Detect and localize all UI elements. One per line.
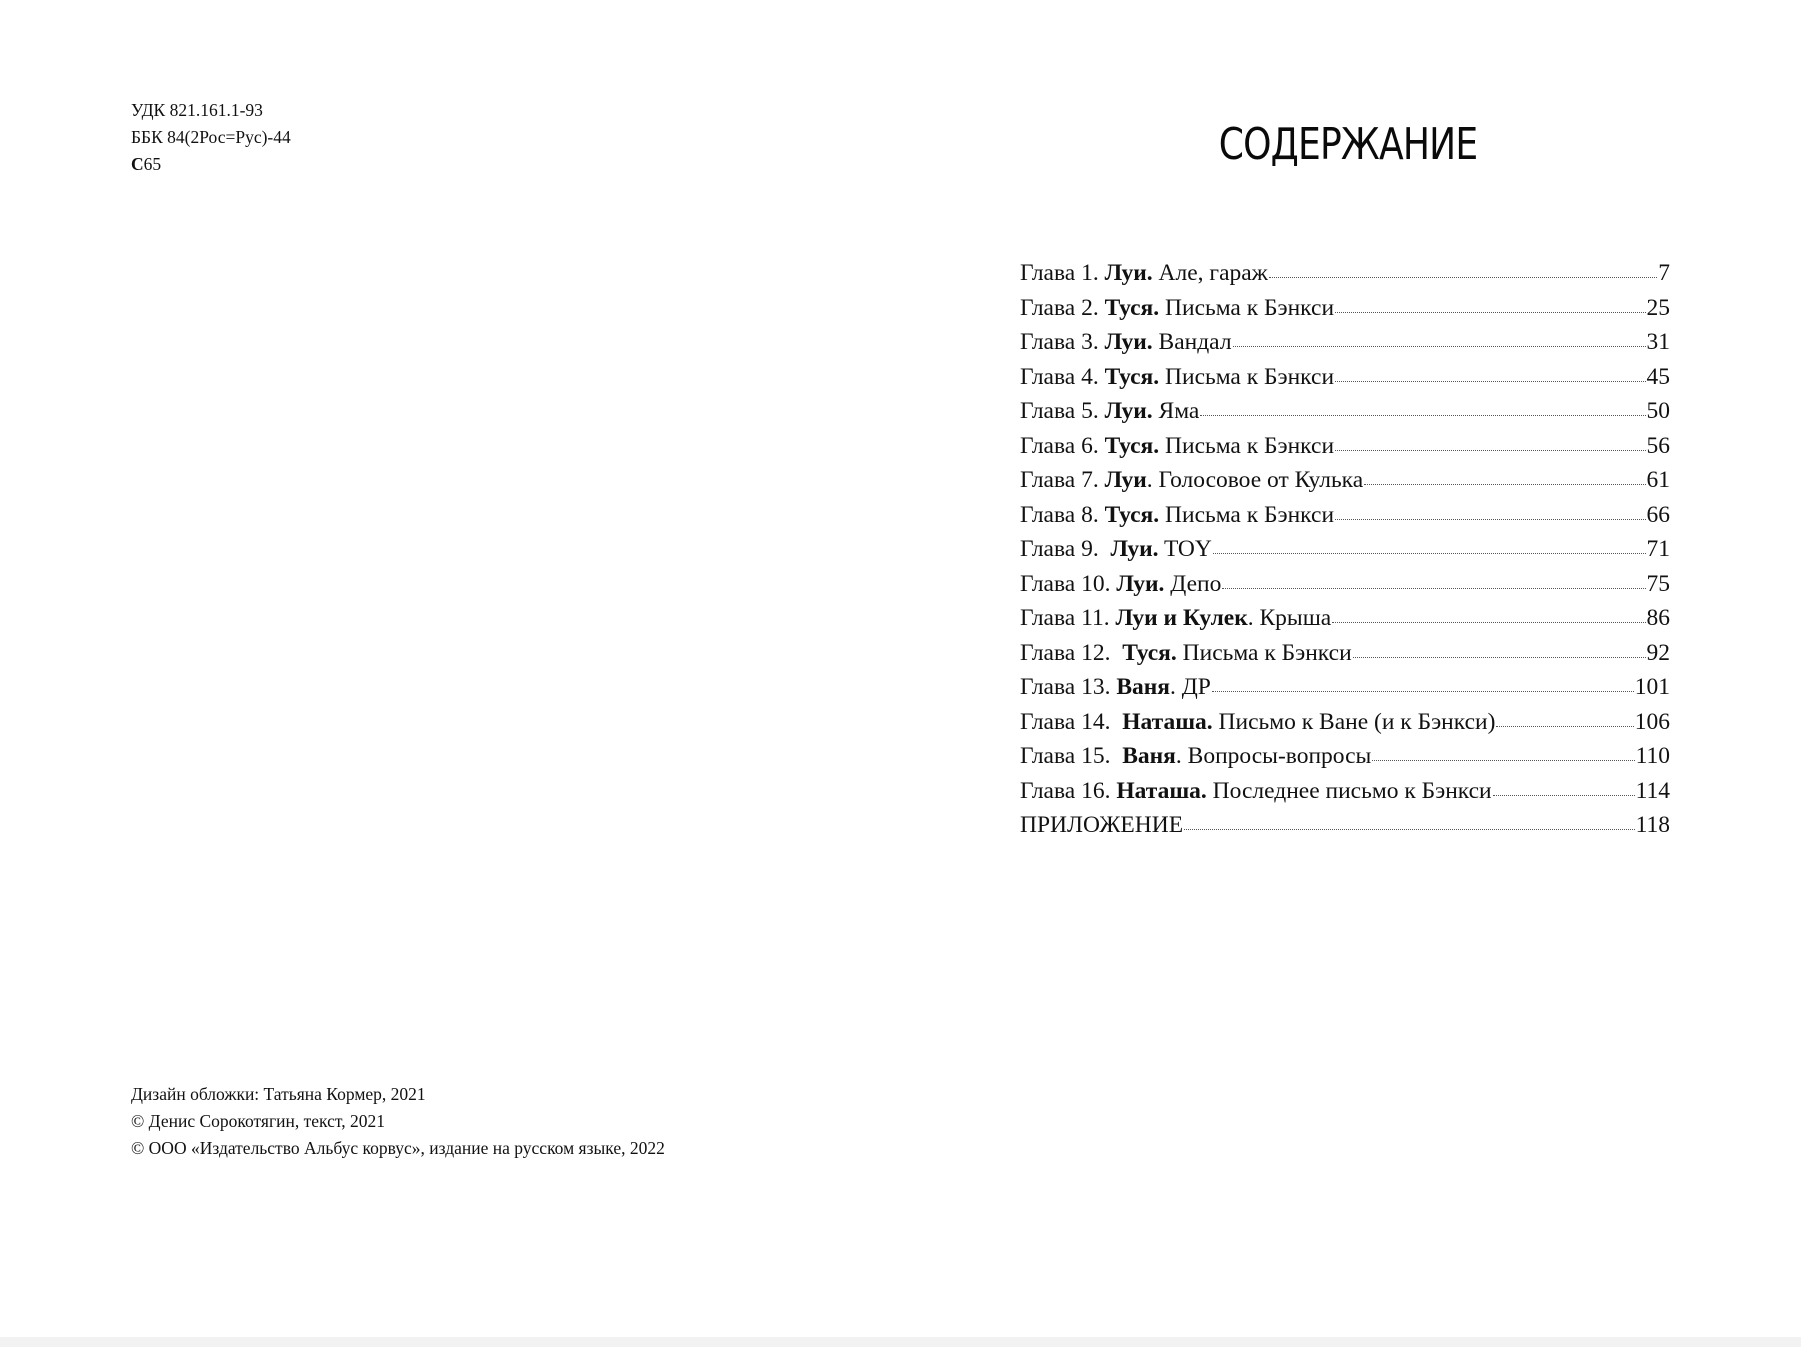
toc-entry-page: 118 xyxy=(1635,812,1670,838)
toc-entry-chapter: Глава 2. xyxy=(1020,294,1105,321)
toc-entry xyxy=(1020,739,1670,774)
toc-entry-chapter: Глава 8. xyxy=(1020,501,1105,528)
toc-entry-title: TOY xyxy=(1158,536,1212,562)
imprint-block xyxy=(131,97,291,178)
credits-block xyxy=(131,1081,665,1162)
toc-entry-narrator: Туся. xyxy=(1122,639,1177,666)
toc-dot-leader xyxy=(1353,657,1646,658)
toc-entry-title: Депо xyxy=(1164,570,1222,597)
toc-entry-title: . Вопросы-вопросы xyxy=(1175,743,1372,769)
toc-entry-title: . ДР xyxy=(1170,674,1211,700)
toc-entry xyxy=(1020,291,1670,326)
toc-entry-chapter: Глава 1. xyxy=(1020,260,1105,286)
author-mark-number: 65 xyxy=(143,154,162,174)
toc-entry-title: . Крыша xyxy=(1247,605,1332,631)
toc-dot-leader xyxy=(1212,691,1634,692)
toc-dot-leader xyxy=(1200,415,1645,416)
toc-entry-narrator: Луи. xyxy=(1110,536,1159,562)
toc-entry-title: Письма к Бэнкси xyxy=(1159,294,1335,321)
toc-entry-chapter: Глава 5. xyxy=(1020,398,1105,424)
page-title: СОДЕРЖАНИЕ xyxy=(1218,119,1478,170)
cover-design-credit: Дизайн обложки: Татьяна Кормер, 2021 xyxy=(131,1084,426,1104)
toc-entry-narrator: Луи и Кулек xyxy=(1115,605,1248,631)
toc-entry-chapter: Глава 14. xyxy=(1020,708,1123,735)
toc-entry-page: 7 xyxy=(1658,260,1670,286)
toc-entry-title: Письмо к Ване (и к Бэнкси) xyxy=(1212,708,1496,735)
toc-entry-chapter: Глава 11. xyxy=(1020,605,1116,631)
toc-entry xyxy=(1020,325,1670,360)
toc-entry-page: 61 xyxy=(1646,467,1670,493)
toc-dot-leader xyxy=(1269,277,1657,278)
toc-entry xyxy=(1020,360,1670,395)
toc-entry-narrator: Луи. xyxy=(1104,398,1153,424)
toc-dot-leader xyxy=(1335,312,1645,313)
toc-entry-narrator: Наташа. xyxy=(1122,708,1213,735)
toc-entry xyxy=(1020,808,1670,843)
toc-entry-narrator: Луи. xyxy=(1104,329,1153,355)
toc-entry-narrator: Луи xyxy=(1104,467,1147,493)
toc-entry-page: 56 xyxy=(1646,432,1670,459)
toc-entry-chapter: Глава 6. xyxy=(1020,432,1105,459)
toc-entry-title: Але, гараж xyxy=(1152,260,1268,286)
toc-entry-page: 31 xyxy=(1646,329,1670,355)
toc-entry-chapter: Глава 15. xyxy=(1020,743,1123,769)
toc-entry xyxy=(1020,601,1670,636)
toc-dot-leader xyxy=(1184,829,1635,830)
toc-entry xyxy=(1020,256,1670,291)
toc-entry-page: 66 xyxy=(1646,501,1670,528)
toc-entry xyxy=(1020,774,1670,809)
toc-entry-page: 25 xyxy=(1646,294,1670,321)
toc-entry-page: 45 xyxy=(1646,363,1670,390)
toc-entry xyxy=(1020,636,1670,671)
toc-entry-chapter: Глава 13. xyxy=(1020,674,1117,700)
author-mark xyxy=(131,151,291,178)
text-copyright: © Денис Сорокотягин, текст, 2021 xyxy=(131,1111,385,1131)
toc-entry-page: 110 xyxy=(1635,743,1670,769)
toc-dot-leader xyxy=(1493,795,1635,796)
toc-entry-title: Письма к Бэнкси xyxy=(1159,432,1335,459)
toc-entry-page: 101 xyxy=(1634,674,1670,700)
publisher-copyright: © ООО «Издательство Альбус корвус», издание на русском языке, 2022 xyxy=(131,1138,665,1158)
table-of-contents xyxy=(1020,256,1670,843)
toc-entry-chapter: Глава 3. xyxy=(1020,329,1105,355)
toc-entry-chapter: Глава 9. xyxy=(1020,536,1111,562)
toc-entry-page: 86 xyxy=(1646,605,1670,631)
toc-entry-page: 106 xyxy=(1634,708,1670,735)
toc-dot-leader xyxy=(1372,760,1634,761)
toc-entry-narrator: Ваня xyxy=(1122,743,1176,769)
toc-entry xyxy=(1020,498,1670,533)
toc-dot-leader xyxy=(1213,553,1646,554)
page-bottom-edge xyxy=(0,1337,1801,1347)
toc-entry-page: 71 xyxy=(1646,536,1670,562)
toc-entry xyxy=(1020,705,1670,740)
toc-entry xyxy=(1020,429,1670,464)
toc-entry-title: . Голосовое от Кулька xyxy=(1146,467,1364,493)
toc-entry-narrator: Наташа. xyxy=(1116,777,1207,804)
toc-entry-chapter: Глава 7. xyxy=(1020,467,1105,493)
toc-entry-narrator: Луи. xyxy=(1104,260,1153,286)
toc-entry-page: 75 xyxy=(1646,570,1670,597)
toc-entry-page: 114 xyxy=(1635,777,1670,804)
toc-entry-narrator: Туся. xyxy=(1104,501,1160,528)
udk-code: УДК 821.161.1-93 xyxy=(131,100,263,120)
author-mark-letter: С xyxy=(131,154,144,174)
toc-entry xyxy=(1020,670,1670,705)
toc-entry-title: Вандал xyxy=(1152,329,1232,355)
left-page xyxy=(0,0,900,1337)
toc-dot-leader xyxy=(1335,519,1645,520)
toc-entry-narrator: Ваня xyxy=(1116,674,1171,700)
toc-dot-leader xyxy=(1496,726,1633,727)
toc-entry-title: Яма xyxy=(1152,398,1200,424)
toc-entry xyxy=(1020,463,1670,498)
toc-entry xyxy=(1020,394,1670,429)
toc-entry-title: Письма к Бэнкси xyxy=(1176,639,1352,666)
toc-dot-leader xyxy=(1335,450,1645,451)
toc-entry-chapter: Глава 12. xyxy=(1020,639,1123,666)
toc-dot-leader xyxy=(1233,346,1646,347)
toc-entry-chapter: Глава 16. xyxy=(1020,777,1117,804)
toc-dot-leader xyxy=(1332,622,1645,623)
toc-entry-narrator: Туся. xyxy=(1104,363,1160,390)
toc-dot-leader xyxy=(1364,484,1645,485)
toc-entry-page: 92 xyxy=(1646,639,1670,666)
toc-entry xyxy=(1020,567,1670,602)
toc-entry-chapter: Глава 4. xyxy=(1020,363,1105,390)
toc-entry-narrator: Туся. xyxy=(1104,432,1160,459)
toc-entry-title: Письма к Бэнкси xyxy=(1159,501,1335,528)
bbk-code: ББК 84(2Рос=Рус)-44 xyxy=(131,127,291,147)
toc-dot-leader xyxy=(1335,381,1645,382)
toc-entry-title: Последнее письмо к Бэнкси xyxy=(1206,777,1492,804)
toc-entry xyxy=(1020,532,1670,567)
toc-entry-page: 50 xyxy=(1646,398,1670,424)
toc-entry-chapter: ПРИЛОЖЕНИЕ xyxy=(1020,812,1184,838)
toc-entry-narrator: Луи. xyxy=(1116,570,1165,597)
toc-entry-chapter: Глава 10. xyxy=(1020,570,1117,597)
toc-entry-title: Письма к Бэнкси xyxy=(1159,363,1335,390)
toc-entry-narrator: Туся. xyxy=(1104,294,1160,321)
toc-dot-leader xyxy=(1222,588,1645,589)
